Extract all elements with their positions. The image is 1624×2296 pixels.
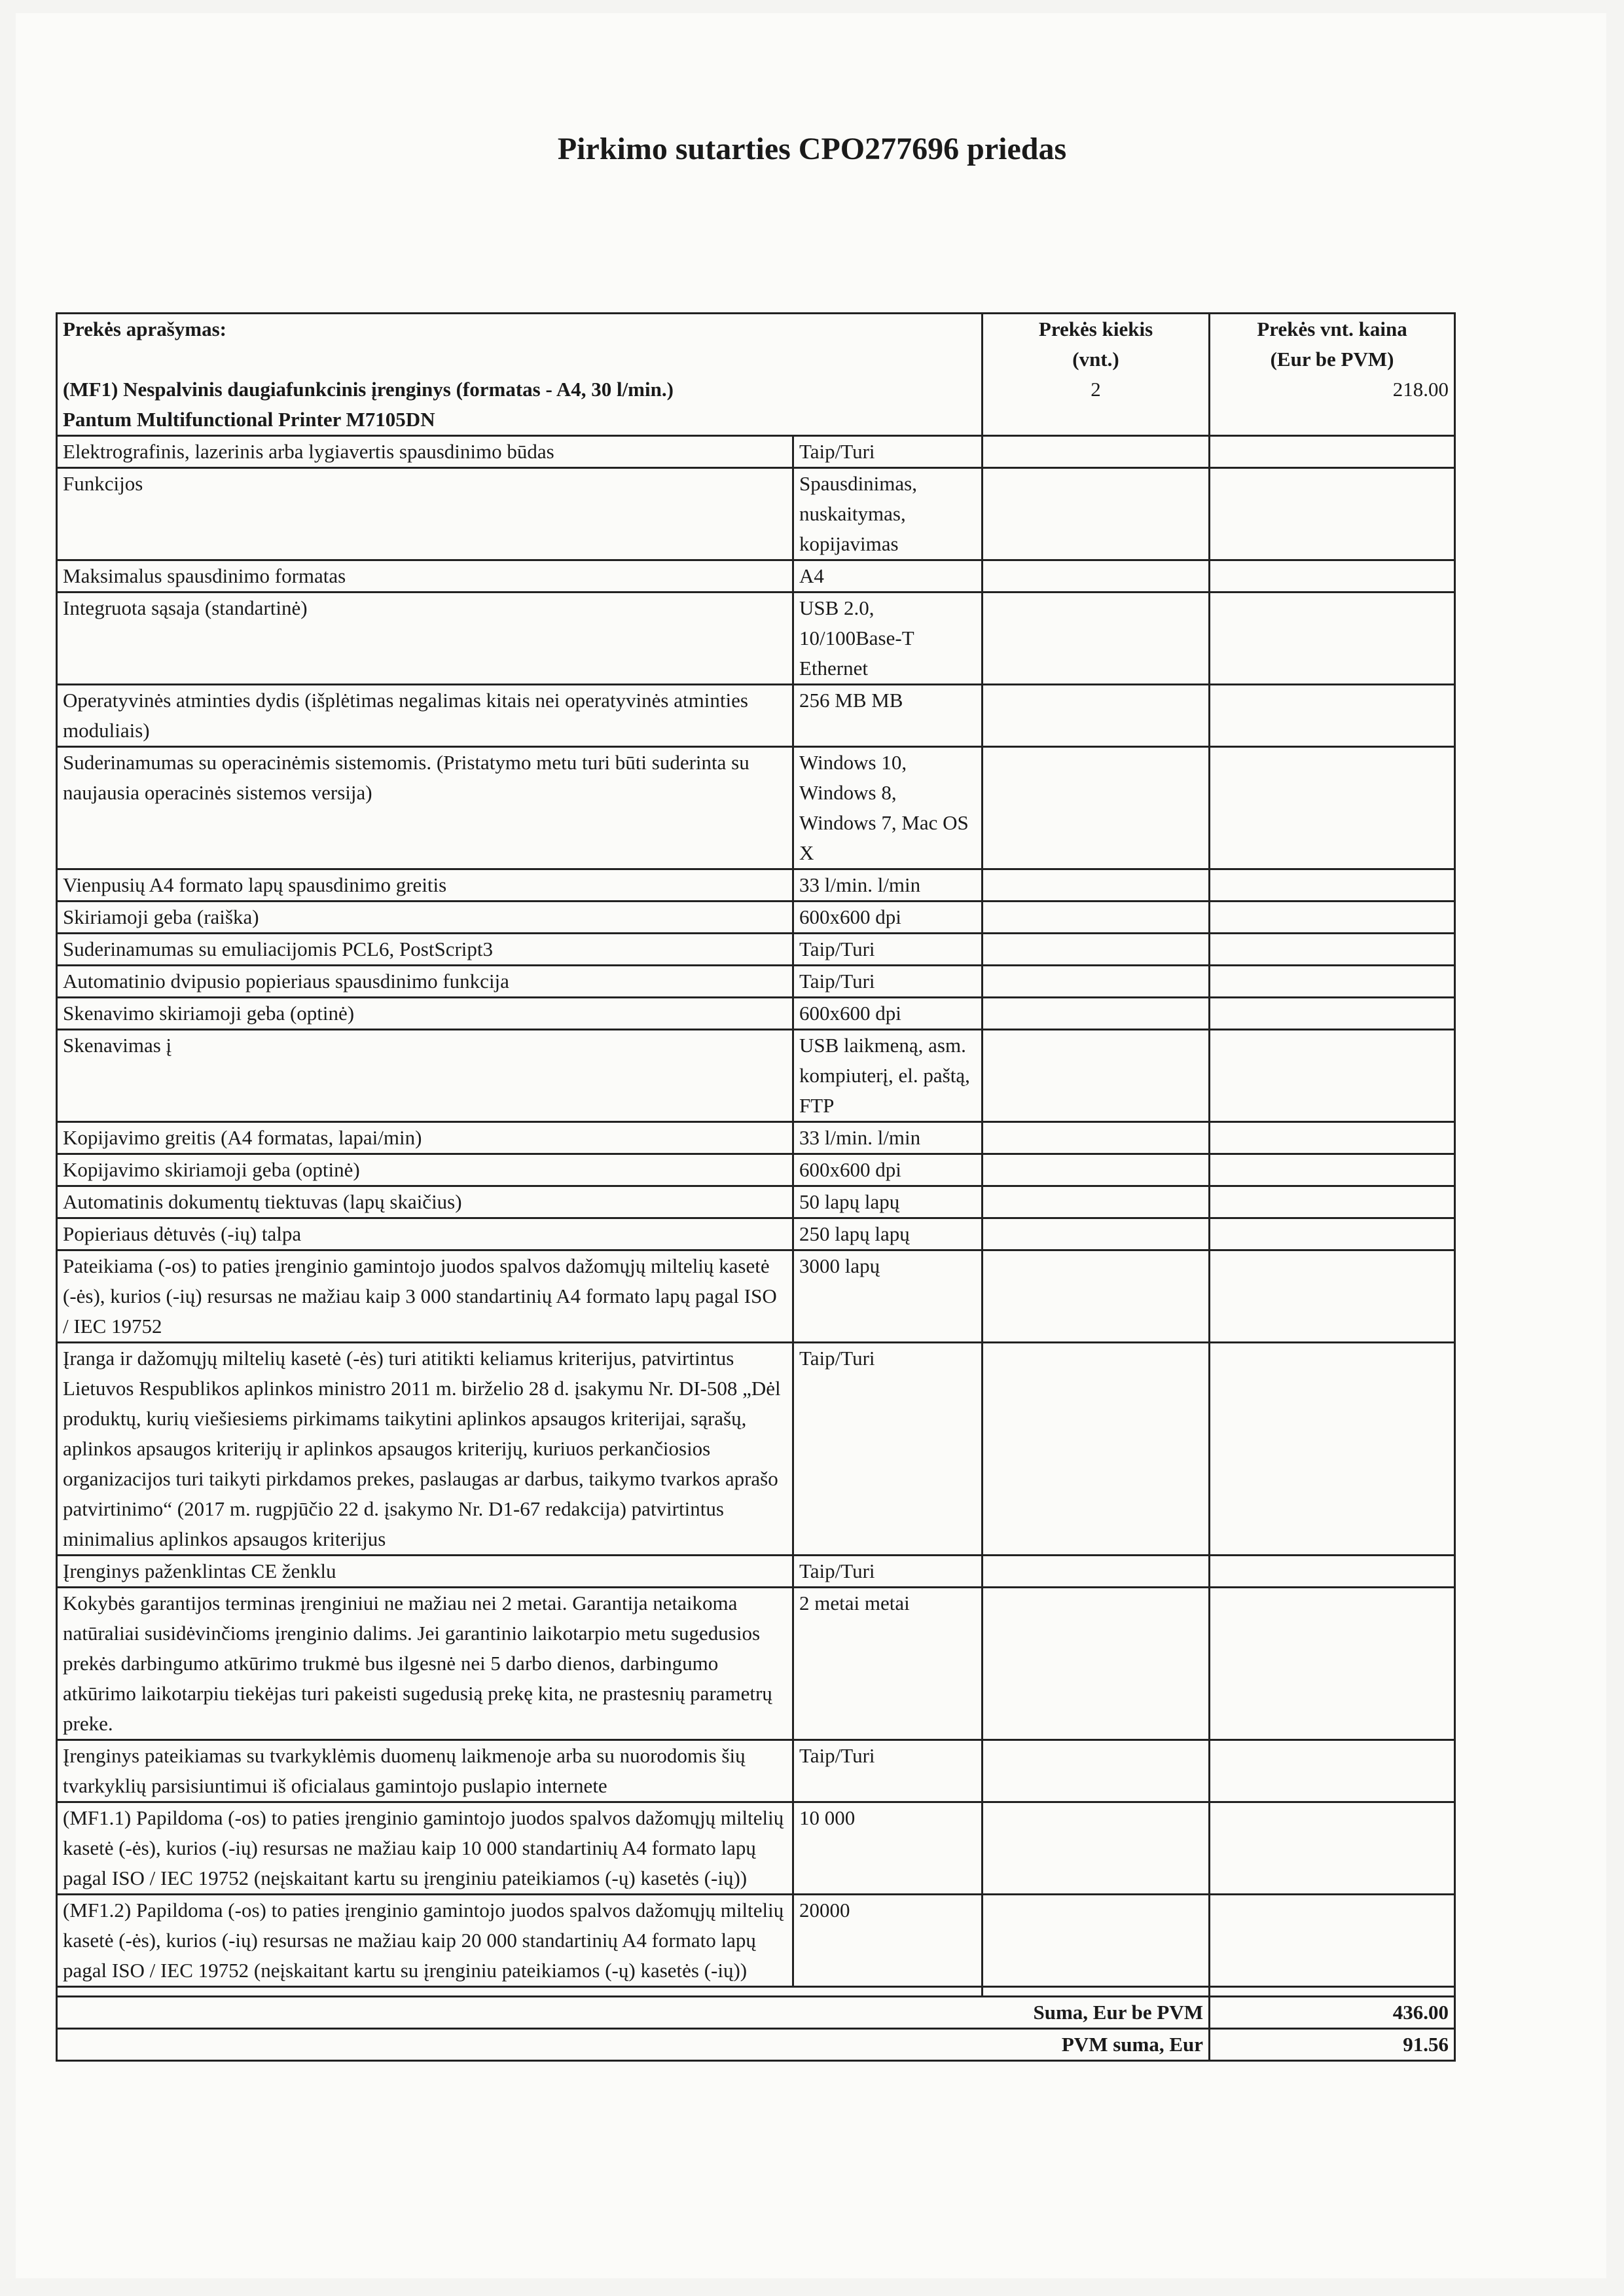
table-header-row [57, 314, 1455, 375]
spec-label: Elektrografinis, lazerinis arba lygiavertis spausdinimo būdas [57, 436, 793, 468]
spec-row [57, 560, 1455, 592]
spec-empty-quantity [983, 436, 1210, 468]
header-price [1210, 314, 1455, 375]
spec-row [57, 468, 1455, 560]
spec-empty-price [1210, 1186, 1455, 1218]
spec-label: Automatinis dokumentų tiektuvas (lapų skaičius) [57, 1186, 793, 1218]
spec-label: Pateikiama (-os) to paties įrenginio gamintojo juodos spalvos dažomųjų miltelių kasetė (-ės), kurios (-ių) resursas ne mažiau kaip 3 000 standartinių A4 formato lapų pagal ISO / IEC 19752 [57, 1250, 793, 1343]
spec-row [57, 998, 1455, 1030]
spec-value: 20000 [793, 1895, 983, 1987]
spec-row [57, 869, 1455, 902]
header-price-line2: (Eur be PVM) [1270, 348, 1394, 371]
spec-row [57, 1186, 1455, 1218]
spec-label: Kopijavimo skiriamoji geba (optinė) [57, 1154, 793, 1186]
spec-label: (MF1.1) Papildoma (-os) to paties įrenginio gamintojo juodos spalvos dažomųjų miltelių kasetė (-ės), kurios (-ių) resursas ne mažiau kaip 10 000 standartinių A4 formato lapų pagal ISO / IEC 19752 (neįskaitant kartu su įrenginiu pateikiamos (-ų) kasetės (-ių)) [57, 1802, 793, 1895]
header-quantity [983, 314, 1210, 375]
spec-label: Įranga ir dažomųjų miltelių kasetė (-ės) turi atitikti keliamus kriterijus, patvirtintus Lietuvos Respublikos aplinkos ministro 2011 m. birželio 28 d. įsakymu Nr. DI-508 „Dėl produktų, kurių viešiesiems pirkimams taikytini aplinkos apsaugos kriterijai, sąrašų, aplinkos apsaugos kriterijų ir aplinkos apsaugos kriterijų, kuriuos perkančiosios organizacijos turi taikyti pirkdamos prekes, paslaugas ar darbus, taikymo tvarkos aprašo patvirtinimo“ (2017 m. rugpjūčio 22 d. įsakymo Nr. D1-67 redakcija) patvirtintus minimalius aplinkos apsaugos kriterijus [57, 1343, 793, 1556]
spec-empty-price [1210, 1556, 1455, 1588]
spec-row [57, 592, 1455, 685]
spacer-cell [793, 1987, 983, 1997]
spacer-cell [983, 1987, 1210, 1997]
spec-value: 250 lapų lapų [793, 1218, 983, 1250]
spec-value: 33 l/min. l/min [793, 1122, 983, 1154]
spec-value: Taip/Turi [793, 934, 983, 966]
spec-value: USB laikmeną, asm. kompiuterį, el. paštą, FTP [793, 1030, 983, 1122]
spec-empty-price [1210, 560, 1455, 592]
product-row [57, 374, 1455, 436]
spec-empty-quantity [983, 1740, 1210, 1802]
spec-empty-quantity [983, 998, 1210, 1030]
spec-empty-price [1210, 1154, 1455, 1186]
spec-value: Taip/Turi [793, 1343, 983, 1556]
spec-value: USB 2.0, 10/100Base-T Ethernet [793, 592, 983, 685]
spec-value: 600x600 dpi [793, 998, 983, 1030]
spec-empty-price [1210, 1030, 1455, 1122]
spec-empty-quantity [983, 1250, 1210, 1343]
spec-empty-quantity [983, 1556, 1210, 1588]
spec-value: Taip/Turi [793, 436, 983, 468]
spec-empty-quantity [983, 1588, 1210, 1740]
sum-value: 436.00 [1210, 1997, 1455, 2029]
spec-empty-quantity [983, 1154, 1210, 1186]
spec-empty-price [1210, 747, 1455, 869]
spec-empty-quantity [983, 747, 1210, 869]
spec-empty-quantity [983, 1895, 1210, 1987]
spec-label: Funkcijos [57, 468, 793, 560]
spec-value: 256 MB MB [793, 685, 983, 747]
spec-empty-price [1210, 468, 1455, 560]
spec-value: Windows 10, Windows 8, Windows 7, Mac OS X [793, 747, 983, 869]
spec-label: Įrenginys pateikiamas su tvarkyklėmis duomenų laikmenoje arba su nuorodomis šių tvarkyklių parsisiuntimui iš oficialaus gamintojo puslapio internete [57, 1740, 793, 1802]
header-quantity-line2: (vnt.) [1072, 348, 1119, 371]
spec-empty-quantity [983, 966, 1210, 998]
spec-row [57, 1343, 1455, 1556]
header-price-line1: Prekės vnt. kaina [1257, 318, 1407, 340]
spec-value: Taip/Turi [793, 966, 983, 998]
spec-value: A4 [793, 560, 983, 592]
spec-row [57, 436, 1455, 468]
spec-empty-quantity [983, 1030, 1210, 1122]
spec-label: Maksimalus spausdinimo formatas [57, 560, 793, 592]
spec-empty-price [1210, 592, 1455, 685]
spec-row [57, 1122, 1455, 1154]
spec-value: Taip/Turi [793, 1556, 983, 1588]
spec-label: (MF1.2) Papildoma (-os) to paties įrenginio gamintojo juodos spalvos dažomųjų miltelių kasetė (-ės), kurios (-ių) resursas ne mažiau kaip 20 000 standartinių A4 formato lapų pagal ISO / IEC 19752 (neįskaitant kartu su įrenginiu pateikiamos (-ų) kasetės (-ių)) [57, 1895, 793, 1987]
spec-table [56, 312, 1456, 2062]
spec-empty-quantity [983, 685, 1210, 747]
spec-row [57, 1740, 1455, 1802]
spec-empty-quantity [983, 560, 1210, 592]
vat-row [57, 2029, 1455, 2061]
spec-empty-quantity [983, 468, 1210, 560]
spec-empty-quantity [983, 592, 1210, 685]
spec-empty-price [1210, 1588, 1455, 1740]
product-name: (MF1) Nespalvinis daugiafunkcinis įrenginys (formatas - A4, 30 l/min.) [63, 378, 674, 401]
vat-value: 91.56 [1210, 2029, 1455, 2061]
spec-label: Automatinio dvipusio popieriaus spausdinimo funkcija [57, 966, 793, 998]
header-description: Prekės aprašymas: [57, 314, 983, 375]
spacer-cell [57, 1987, 793, 1997]
spec-empty-price [1210, 1122, 1455, 1154]
spec-row [57, 1895, 1455, 1987]
spec-empty-price [1210, 685, 1455, 747]
spec-empty-quantity [983, 1802, 1210, 1895]
spec-row [57, 1154, 1455, 1186]
spec-row [57, 747, 1455, 869]
spec-empty-quantity [983, 1218, 1210, 1250]
spec-value: 2 metai metai [793, 1588, 983, 1740]
spec-value: 3000 lapų [793, 1250, 983, 1343]
spec-label: Integruota sąsaja (standartinė) [57, 592, 793, 685]
spec-empty-quantity [983, 902, 1210, 934]
header-quantity-line1: Prekės kiekis [1038, 318, 1153, 340]
spec-row [57, 1030, 1455, 1122]
spec-value: 600x600 dpi [793, 902, 983, 934]
spec-empty-price [1210, 1343, 1455, 1556]
spec-row [57, 1218, 1455, 1250]
spec-value: Taip/Turi [793, 1740, 983, 1802]
spec-empty-quantity [983, 1186, 1210, 1218]
spec-row [57, 934, 1455, 966]
spec-value: 50 lapų lapų [793, 1186, 983, 1218]
spec-row [57, 685, 1455, 747]
spec-row [57, 966, 1455, 998]
spec-label: Popieriaus dėtuvės (-ių) talpa [57, 1218, 793, 1250]
spec-label: Įrenginys paženklintas CE ženklu [57, 1556, 793, 1588]
spec-empty-quantity [983, 1122, 1210, 1154]
spec-value: 600x600 dpi [793, 1154, 983, 1186]
spec-empty-price [1210, 1218, 1455, 1250]
spec-value: 33 l/min. l/min [793, 869, 983, 902]
product-quantity: 2 [983, 374, 1210, 436]
spacer-cell [1210, 1987, 1455, 1997]
spec-empty-price [1210, 436, 1455, 468]
product-model: Pantum Multifunctional Printer M7105DN [63, 408, 435, 431]
spec-empty-quantity [983, 934, 1210, 966]
spec-value: 10 000 [793, 1802, 983, 1895]
spec-value: Spausdinimas, nuskaitymas, kopijavimas [793, 468, 983, 560]
spec-row [57, 902, 1455, 934]
spec-label: Kokybės garantijos terminas įrenginiui ne mažiau nei 2 metai. Garantija netaikoma natūraliai susidėvinčioms įrenginio dalims. Jei garantinio laikotarpio metu sugedusios prekės darbingumo atkūrimo trukmė bus ilgesnė nei 5 darbo dienos, darbingumo atkūrimo laikotarpiu tiekėjas turi pakeisti sugedusią prekę kita, ne prastesnių parametrų preke. [57, 1588, 793, 1740]
sum-label: Suma, Eur be PVM [57, 1997, 1210, 2029]
spec-label: Vienpusių A4 formato lapų spausdinimo greitis [57, 869, 793, 902]
product-cell [57, 374, 983, 436]
spec-label: Suderinamumas su emuliacijomis PCL6, PostScript3 [57, 934, 793, 966]
spec-empty-price [1210, 1740, 1455, 1802]
spec-empty-price [1210, 934, 1455, 966]
spec-label: Kopijavimo greitis (A4 formatas, lapai/min) [57, 1122, 793, 1154]
spec-empty-price [1210, 1895, 1455, 1987]
vat-label: PVM suma, Eur [57, 2029, 1210, 2061]
spacer-row [57, 1987, 1455, 1997]
spec-empty-price [1210, 1250, 1455, 1343]
spec-empty-price [1210, 966, 1455, 998]
spec-row [57, 1588, 1455, 1740]
spec-label: Suderinamumas su operacinėmis sistemomis. (Pristatymo metu turi būti suderinta su naujausia operacinės sistemos versija) [57, 747, 793, 869]
page-title: Pirkimo sutarties CPO277696 priedas [557, 132, 1067, 166]
sum-row [57, 1997, 1455, 2029]
product-unit-price: 218.00 [1210, 374, 1455, 436]
spec-empty-quantity [983, 1343, 1210, 1556]
spec-label: Skenavimas į [57, 1030, 793, 1122]
spec-label: Skiriamoji geba (raiška) [57, 902, 793, 934]
spec-label: Operatyvinės atminties dydis (išplėtimas negalimas kitais nei operatyvinės atminties moduliais) [57, 685, 793, 747]
spec-empty-price [1210, 1802, 1455, 1895]
spec-label: Skenavimo skiriamoji geba (optinė) [57, 998, 793, 1030]
spec-empty-price [1210, 869, 1455, 902]
spec-row [57, 1802, 1455, 1895]
spec-row [57, 1250, 1455, 1343]
spec-empty-price [1210, 998, 1455, 1030]
spec-empty-price [1210, 902, 1455, 934]
spec-row [57, 1556, 1455, 1588]
spec-empty-quantity [983, 869, 1210, 902]
